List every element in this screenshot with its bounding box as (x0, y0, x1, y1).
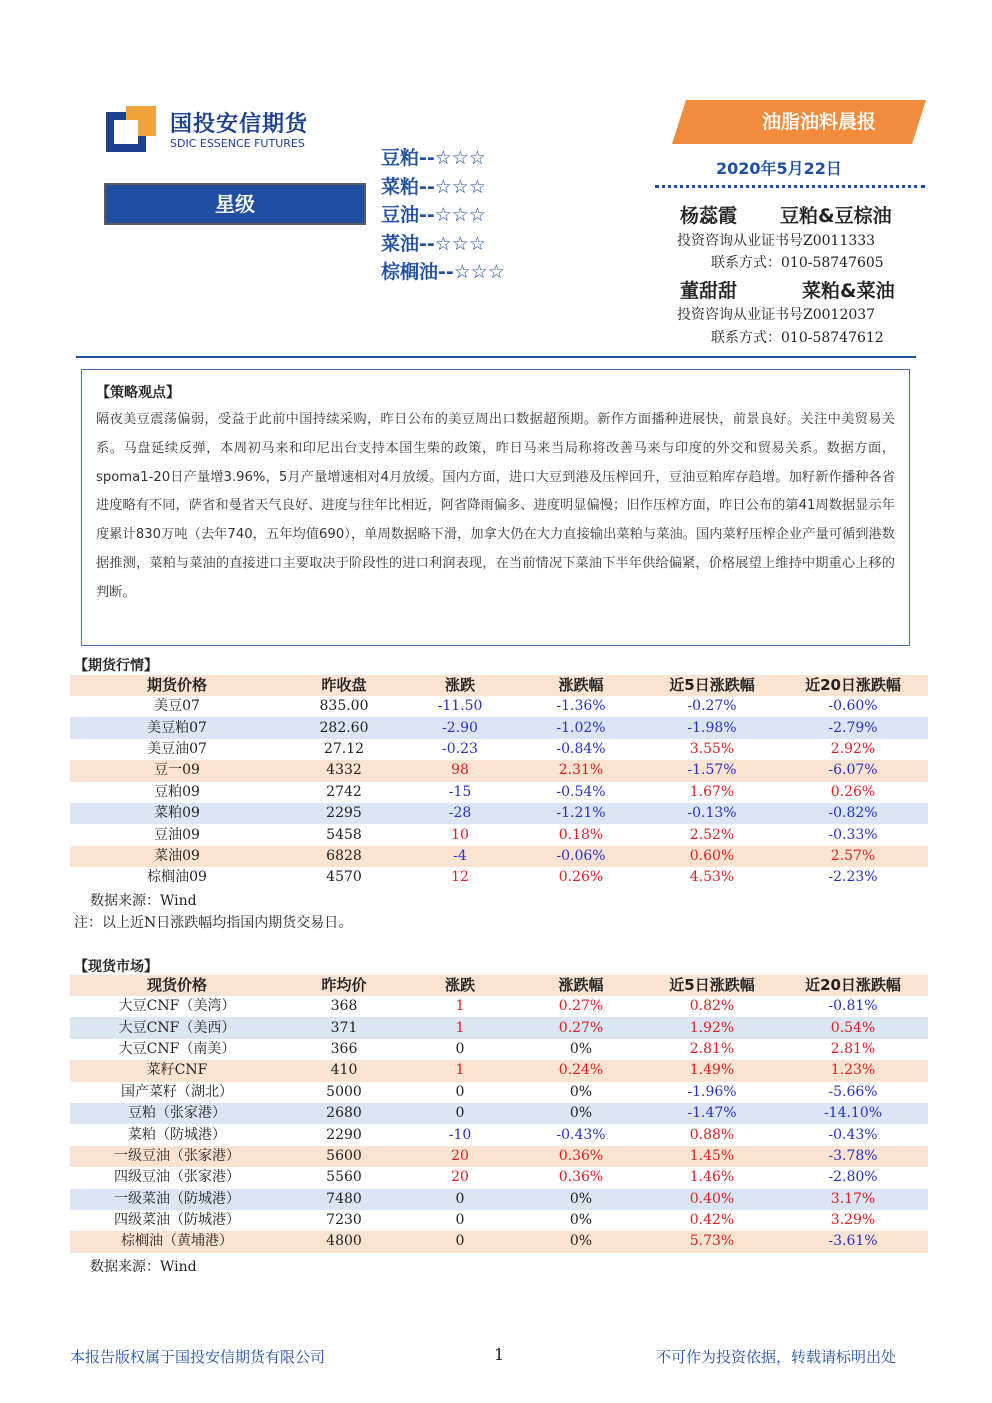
spot-table (70, 975, 928, 1253)
table-cell: 0.36% (516, 1146, 646, 1167)
table-cell: -0.60% (828, 698, 878, 715)
table-cell: -11.50 (437, 698, 483, 715)
table-cell: -14.10% (778, 1103, 928, 1124)
table-row (70, 824, 928, 845)
table-cell: 4570 (326, 869, 362, 886)
strategy-body: 隔夜美豆震荡偏弱，受益于此前中国持续采购，昨日公布的美豆周出口数据超预期。新作方面播种进展快，前景良好。关注中美贸易关系。马盘延续反弹，本周初马来和印尼出台支持本国生柴的政策，昨日马来当局称将改善马来与印度的外交和贸易关系。数据方面，spoma1-20日产量增3.96%，5月产量增速相对4月放缓。国内方面，进口大豆到港及压榨回升，豆油豆粕库存趋增。加籽新作播种各省进度略有不同，萨省和曼省天气良好、进度与往年比相近，阿省降雨偏多、进度明显偏慢；旧作压榨方面，昨日公布的第41周数据显示年度累计830万吨（去年740，五年均值690），单周数据略下滑，加拿大仍在大力直接输出菜粕与菜油。国内菜籽压榨企业产量可循到港数据推测，菜粕与菜油的直接进口主要取决于阶段性的进口利润表现，在当前情况下菜油下半年供给偏紧，价格展望上维持中期重心上移的判断。 (96, 412, 895, 600)
futures-note: 注：以上近N日涨跌幅均指国内期货交易日。 (74, 915, 353, 931)
table-cell: 大豆CNF（南美） (118, 1040, 236, 1057)
table-row (70, 1082, 928, 1103)
table-cell: 0.82% (689, 998, 735, 1015)
table-cell: -0.23 (442, 740, 478, 757)
table-cell: 2742 (326, 783, 362, 800)
table-row (70, 1167, 928, 1188)
table-cell: 四级菜油（防城港） (114, 1212, 240, 1229)
table-cell: -0.27% (687, 698, 737, 715)
spot-source: 数据来源：Wind (90, 1259, 197, 1275)
analyst-area: 豆粕&豆棕油 (780, 205, 892, 227)
column-header: 近5日涨跌幅 (646, 675, 778, 696)
table-cell: 4.53% (689, 869, 735, 886)
table-cell: -0.81% (828, 998, 878, 1015)
table-cell: 10 (451, 826, 469, 843)
report-title: 油脂油料晨报 (761, 111, 876, 133)
table-cell: 1 (455, 998, 465, 1015)
table-cell: 菜籽CNF (70, 1060, 284, 1081)
table-row (70, 696, 928, 717)
table-row (70, 760, 928, 781)
table-cell: -5.66% (828, 1083, 878, 1100)
analyst-name: 杨蕊霞 (680, 205, 738, 227)
table-cell: -28 (404, 803, 516, 824)
table-cell: -15 (448, 783, 472, 800)
column-header: 近20日涨跌幅 (778, 975, 928, 996)
table-row (70, 782, 928, 803)
table-cell: 0.42% (689, 1212, 735, 1229)
table-row (70, 803, 928, 824)
table-row (70, 846, 928, 867)
page-number: 1 (494, 1345, 505, 1364)
analyst-license: 投资咨询从业证书号Z0012037 (677, 307, 876, 323)
ratings-list (381, 144, 505, 287)
table-cell: 0.26% (830, 783, 876, 800)
table-cell: -0.54% (556, 783, 606, 800)
table-row (70, 739, 928, 760)
column-header: 涨跌幅 (516, 675, 646, 696)
column-header: 期货价格 (70, 675, 284, 696)
table-cell: 0% (516, 1189, 646, 1210)
table-cell: -0.82% (778, 803, 928, 824)
table-cell: 368 (330, 998, 358, 1015)
column-header: 涨跌幅 (516, 975, 646, 996)
table-row (70, 996, 928, 1017)
table-cell: 大豆CNF（美湾） (118, 998, 236, 1015)
dotted-divider (655, 185, 925, 188)
table-cell: 1 (404, 1060, 516, 1081)
table-cell: 0 (404, 1231, 516, 1252)
table-cell: 3.29% (830, 1212, 876, 1229)
table-cell: 豆一09 (70, 760, 284, 781)
table-cell: 一级豆油（张家港） (70, 1146, 284, 1167)
table-cell: 0 (404, 1103, 516, 1124)
table-cell: 2.92% (830, 740, 876, 757)
table-cell: -1.98% (646, 717, 778, 738)
table-cell: 国产菜籽（湖北） (121, 1083, 233, 1100)
column-header: 现货价格 (70, 975, 284, 996)
table-cell: -2.80% (828, 1169, 878, 1186)
table-cell: -2.79% (778, 717, 928, 738)
table-cell: 1.67% (689, 783, 735, 800)
table-cell: 5560 (326, 1169, 362, 1186)
table-cell: 0.88% (689, 1126, 735, 1143)
table-cell: 2680 (284, 1103, 404, 1124)
table-cell: 0.60% (646, 846, 778, 867)
table-cell: 2.52% (689, 826, 735, 843)
table-cell: 2.81% (830, 1040, 876, 1057)
table-cell: 1.45% (646, 1146, 778, 1167)
table-row (70, 1146, 928, 1167)
table-row (70, 1039, 928, 1060)
table-cell: 0 (455, 1212, 465, 1229)
table-cell: 1 (404, 1017, 516, 1038)
table-cell: -1.36% (556, 698, 606, 715)
table-cell: -0.43% (828, 1126, 878, 1143)
table-cell: 0.27% (558, 998, 604, 1015)
table-cell: 835.00 (319, 698, 369, 715)
table-row (70, 1103, 928, 1124)
table-cell: -4 (404, 846, 516, 867)
table-cell: 0.26% (558, 869, 604, 886)
column-header: 近5日涨跌幅 (646, 975, 778, 996)
table-header-row (70, 675, 928, 696)
strategy-box (81, 369, 910, 646)
table-cell: 1.23% (778, 1060, 928, 1081)
analyst-contact: 联系方式：010-58747605 (711, 255, 884, 271)
table-cell: 2.81% (689, 1040, 735, 1057)
table-cell: -0.13% (646, 803, 778, 824)
table-cell: 棕榈油09 (147, 869, 207, 886)
analyst-contact: 联系方式：010-58747612 (711, 330, 884, 346)
column-header: 近20日涨跌幅 (778, 675, 928, 696)
table-cell: -1.21% (516, 803, 646, 824)
table-cell: 2295 (284, 803, 404, 824)
table-cell: 4800 (284, 1231, 404, 1252)
table-cell: 美豆油07 (147, 740, 207, 757)
table-cell: 3.55% (689, 740, 735, 757)
column-header: 涨跌 (404, 975, 516, 996)
header-divider (76, 356, 916, 358)
table-cell: 菜粕09 (70, 803, 284, 824)
table-cell: 282.60 (284, 717, 404, 738)
table-cell: 1.49% (646, 1060, 778, 1081)
table-cell: 0.24% (516, 1060, 646, 1081)
table-row (70, 1210, 928, 1231)
table-cell: 0.40% (646, 1189, 778, 1210)
futures-section-title: 【期货行情】 (74, 658, 158, 674)
rating-label-box: 星级 (104, 183, 366, 225)
table-cell: 美豆07 (154, 698, 200, 715)
table-cell: 0 (455, 1040, 465, 1057)
footer-copyright: 本报告版权属于国投安信期货有限公司 (70, 1348, 326, 1366)
table-cell: 6828 (284, 846, 404, 867)
column-header: 涨跌 (404, 675, 516, 696)
analyst-name: 董甜甜 (680, 280, 738, 302)
table-cell: 0% (569, 1212, 593, 1229)
table-cell: -0.33% (828, 826, 878, 843)
table-cell: 0 (404, 1189, 516, 1210)
table-cell: 5458 (326, 826, 362, 843)
table-cell: 5.73% (646, 1231, 778, 1252)
table-cell: -6.07% (778, 760, 928, 781)
rating-item: 豆油--☆☆☆ (381, 204, 486, 226)
table-cell: 5600 (284, 1146, 404, 1167)
table-cell: 大豆CNF（美西） (70, 1017, 284, 1038)
table-cell: 27.12 (323, 740, 365, 757)
strategy-title: 【策略观点】 (96, 385, 180, 401)
table-row (70, 1060, 928, 1081)
report-date: 2020年5月22日 (716, 159, 842, 178)
table-cell: 0.54% (778, 1017, 928, 1038)
table-cell: 0% (516, 1231, 646, 1252)
analyst-area: 菜粕&菜油 (802, 280, 895, 302)
column-header: 昨收盘 (284, 675, 404, 696)
table-cell: 20 (451, 1169, 469, 1186)
table-cell: 菜粕（防城港） (128, 1126, 226, 1143)
table-cell: 366 (330, 1040, 358, 1057)
table-cell: -1.02% (516, 717, 646, 738)
table-cell: 371 (284, 1017, 404, 1038)
table-cell: 豆油09 (154, 826, 200, 843)
table-cell: 0.18% (558, 826, 604, 843)
rating-item: 菜粕--☆☆☆ (381, 175, 486, 198)
table-cell: 0% (569, 1040, 593, 1057)
table-cell: 0% (569, 1083, 593, 1100)
table-cell: -0.43% (556, 1126, 606, 1143)
rating-item: 棕榈油--☆☆☆ (381, 261, 505, 283)
table-row (70, 1017, 928, 1038)
table-cell: 4332 (284, 760, 404, 781)
rating-item: 菜油--☆☆☆ (381, 232, 486, 255)
table-cell: 1.92% (646, 1017, 778, 1038)
table-cell: 四级豆油（张家港） (114, 1169, 240, 1186)
table-cell: 12 (451, 869, 469, 886)
table-cell: 2.31% (516, 760, 646, 781)
table-cell: 2290 (326, 1126, 362, 1143)
table-cell: 7230 (326, 1212, 362, 1229)
table-cell: 一级菜油（防城港） (70, 1189, 284, 1210)
table-row (70, 1124, 928, 1145)
company-logo (106, 103, 336, 155)
company-name-cn: 国投安信期货 (170, 112, 309, 137)
table-cell: 20 (404, 1146, 516, 1167)
table-cell: 0% (516, 1103, 646, 1124)
table-cell: 98 (404, 760, 516, 781)
table-cell: -0.06% (516, 846, 646, 867)
rating-item: 豆粕--☆☆☆ (381, 147, 486, 169)
spot-section-title: 【现货市场】 (74, 959, 158, 975)
footer-disclaimer: 不可作为投资依据，转载请标明出处 (656, 1348, 897, 1366)
table-cell: 0 (455, 1083, 465, 1100)
table-cell: 0.36% (558, 1169, 604, 1186)
report-title-banner (672, 100, 926, 144)
table-row (70, 1189, 928, 1210)
futures-table (70, 675, 928, 889)
analyst-license: 投资咨询从业证书号Z0011333 (677, 233, 876, 249)
table-cell: -0.84% (556, 740, 606, 757)
table-cell: -2.90 (404, 717, 516, 738)
table-cell: -1.96% (687, 1083, 737, 1100)
table-cell: 1.46% (689, 1169, 735, 1186)
table-cell: 美豆粕07 (70, 717, 284, 738)
logo-mark-icon (106, 106, 162, 152)
table-cell: -1.57% (646, 760, 778, 781)
table-row (70, 717, 928, 738)
table-cell: 410 (284, 1060, 404, 1081)
table-cell: 3.17% (778, 1189, 928, 1210)
company-name-en: SDIC ESSENCE FUTURES (170, 137, 305, 150)
table-cell: 2.57% (778, 846, 928, 867)
table-cell: 0.27% (516, 1017, 646, 1038)
table-cell: 豆粕09 (154, 783, 200, 800)
table-cell: 棕榈油（黄埔港） (70, 1231, 284, 1252)
table-cell: 7480 (284, 1189, 404, 1210)
table-cell: -10 (448, 1126, 472, 1143)
table-cell: -3.61% (778, 1231, 928, 1252)
table-cell: 菜油09 (70, 846, 284, 867)
table-cell: 豆粕（张家港） (70, 1103, 284, 1124)
table-cell: -3.78% (778, 1146, 928, 1167)
table-cell: -2.23% (828, 869, 878, 886)
futures-source: 数据来源：Wind (90, 893, 197, 909)
table-cell: 5000 (326, 1083, 362, 1100)
table-row (70, 1231, 928, 1252)
table-header-row (70, 975, 928, 996)
column-header: 昨均价 (284, 975, 404, 996)
table-cell: -1.47% (646, 1103, 778, 1124)
table-row (70, 867, 928, 888)
